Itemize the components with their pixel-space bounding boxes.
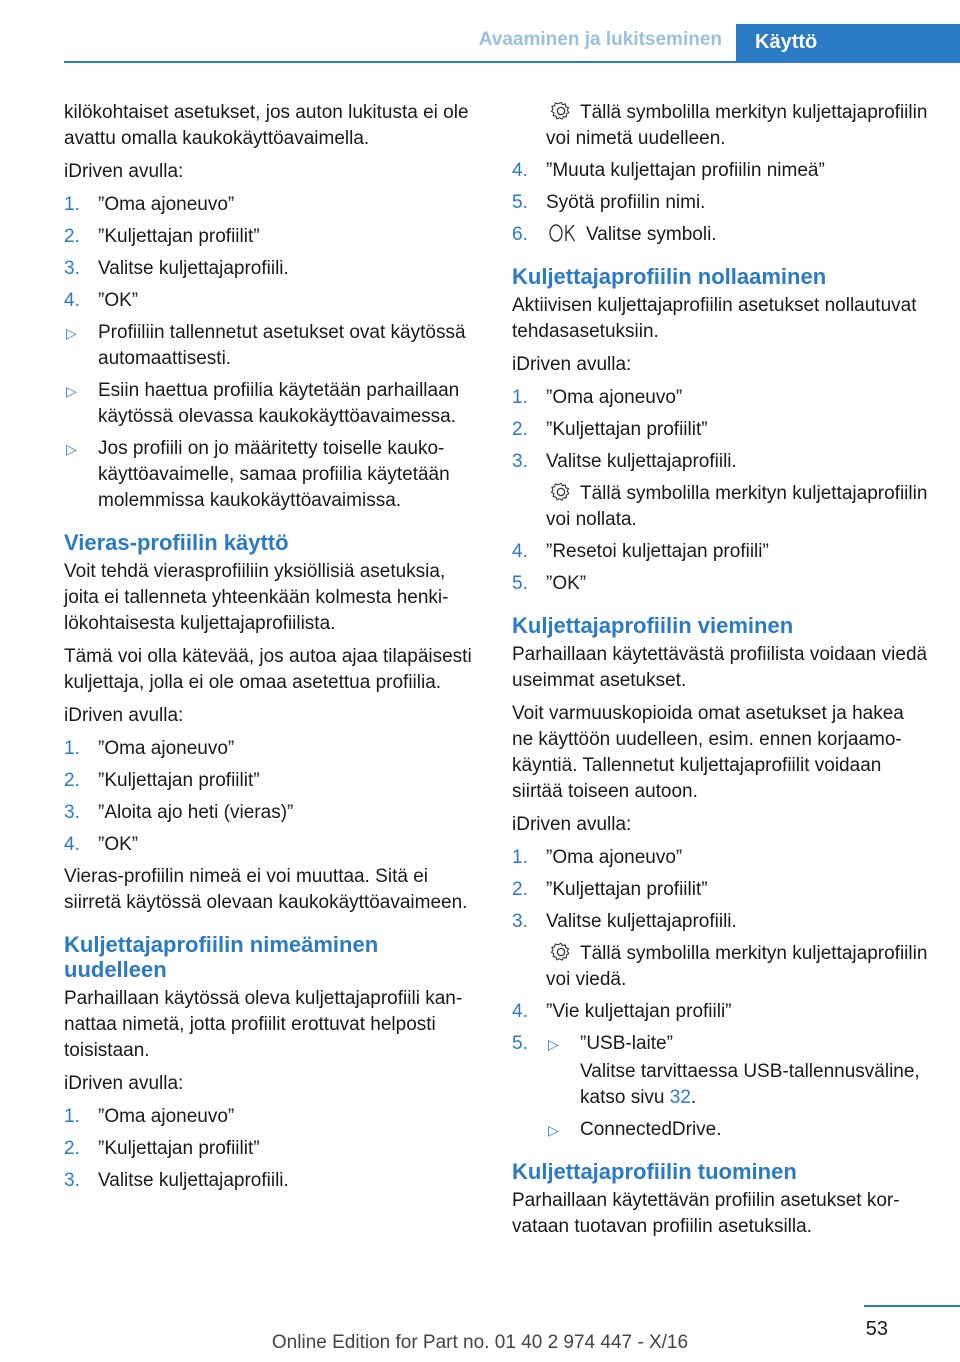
step-number: 5. (512, 573, 528, 594)
triangle-bullet-icon (66, 378, 77, 404)
step-text: ”Oma ajoneuvo” (546, 387, 683, 408)
list-item (512, 909, 928, 935)
step-text: ”Kuljettajan profiilit” (98, 226, 260, 247)
step-number: 2. (64, 226, 80, 247)
triangle-bullet-icon (66, 436, 77, 462)
page-number-rule (864, 1305, 960, 1307)
bullet-text: Profiiliin tallennetut asetukset ovat käytössä automaattisesti. (98, 322, 466, 369)
list-item (512, 539, 928, 565)
bullet-list (64, 320, 480, 514)
step-number: 3. (512, 451, 528, 472)
step-number: 2. (512, 879, 528, 900)
list-item (64, 436, 480, 514)
list-item (512, 999, 928, 1025)
step-text: Valitse kuljettajaprofiili. (98, 1170, 289, 1191)
step-number: 4. (512, 541, 528, 562)
steps-list (64, 192, 480, 314)
list-item (64, 768, 480, 794)
section-heading-rename: Kuljettajaprofiilin nimeäminen uudelleen (64, 932, 379, 982)
step-text: Valitse symboli. (586, 224, 717, 245)
step-text: ”Resetoi kuljettajan profiili” (546, 541, 769, 562)
list-item (64, 378, 480, 430)
steps-list (512, 539, 928, 597)
list-item (512, 385, 928, 411)
step-number: 2. (512, 419, 528, 440)
steps-list (64, 736, 480, 858)
export-target-list (546, 1031, 928, 1143)
step-text: ”OK” (98, 834, 139, 855)
import-paragraph: Parhaillaan käytettävän profiilin asetukset korvataan tuotavan profiilin asetuksilla. (512, 1190, 900, 1237)
guest-paragraph: Tämä voi olla kätevää, jos autoa ajaa tilapäisesti kuljettaja, jolla ei ole omaa asetettua profiilia. (64, 646, 472, 693)
step-text: Valitse kuljettajaprofiili. (98, 258, 289, 279)
step-number: 3. (64, 1170, 80, 1191)
list-item (64, 320, 480, 372)
list-item (512, 158, 928, 184)
list-item (512, 449, 928, 475)
step-text: ”Oma ajoneuvo” (546, 847, 683, 868)
list-item (512, 1031, 928, 1143)
step-number: 1. (512, 847, 528, 868)
list-item (64, 1168, 480, 1194)
list-item (64, 256, 480, 282)
export-paragraph: Voit varmuuskopioida omat asetukset ja hakea ne käyttöön uudelleen, esim. ennen korjaamokäyntiä. Tallennetut kuljettajaprofiilit voidaan siirtää toiseen autoon. (512, 703, 904, 802)
section-heading-import: Kuljettajaprofiilin tuominen (512, 1159, 797, 1184)
step-text: ”Vie kuljettajan profiili” (546, 1001, 732, 1022)
step-text: ”Kuljettajan profiilit” (98, 1138, 260, 1159)
guest-paragraph: Voit tehdä vierasprofiiliin yksiöllisiä asetuksia, joita ei tallenneta yhteenkään kolmesta henkilökohtaisesta kuljettajaprofiilista. (64, 561, 449, 634)
step-text: ”Oma ajoneuvo” (98, 194, 235, 215)
step-text: ”Oma ajoneuvo” (98, 738, 235, 759)
intro-text: kilökohtaiset asetukset, jos auton lukitusta ei ole avattu omalla kaukokäyttöavaimella. (64, 102, 469, 149)
step-text: ”Aloita ajo heti (vieras)” (98, 802, 294, 823)
list-item (64, 800, 480, 826)
list-item (64, 224, 480, 250)
footer-edition: Online Edition for Part no. 01 40 2 974 447 - X/16 (271, 1332, 689, 1353)
bullet-text: Jos profiili on jo määritetty toiselle kaukokäyttöavaimelle, samaa profiilia käytetään molemmissa kaukokäyttöavaimissa. (98, 438, 450, 511)
step-number: 2. (64, 770, 80, 791)
list-item (512, 877, 928, 903)
triangle-bullet-icon (548, 1117, 559, 1143)
gear-icon (550, 100, 572, 122)
bullet-text: ”USB-laite” (580, 1033, 673, 1054)
list-item (512, 222, 928, 248)
step-number: 4. (64, 834, 80, 855)
triangle-bullet-icon (548, 1031, 559, 1057)
page-number: 53 (865, 1318, 888, 1340)
left-column (64, 100, 480, 1200)
list-item (64, 832, 480, 858)
export-paragraph: Parhaillaan käytettävästä profiilista voidaan viedä useimmat asetukset. (512, 644, 928, 691)
list-item (512, 417, 928, 443)
header-chapter-tab: Käyttö (736, 24, 960, 62)
header-section-title: Avaaminen ja lukitseminen (478, 29, 722, 50)
step-text: ”OK” (546, 573, 587, 594)
step-number: 1. (512, 387, 528, 408)
usb-instruction: Valitse tarvittaessa USB-tallennusväline, katso sivu 32. (580, 1061, 920, 1108)
page-link[interactable]: 32 (669, 1087, 691, 1108)
step-number: 1. (64, 1106, 80, 1127)
list-item (512, 845, 928, 871)
list-item (546, 1117, 928, 1143)
section-heading-guest: Vieras-profiilin käyttö (64, 530, 289, 555)
step-number: 4. (512, 1001, 528, 1022)
reset-paragraph: Aktiivisen kuljettajaprofiilin asetukset nollautuvat tehdasasetuksiin. (512, 295, 917, 342)
step-text: Valitse kuljettajaprofiili. (546, 911, 737, 932)
list-item (512, 190, 928, 216)
bullet-text: Esiin haettua profiilia käytetään parhaillaan käytössä olevassa kaukokäyttöavaimessa. (98, 380, 460, 427)
step-text: ”Kuljettajan profiilit” (98, 770, 260, 791)
list-item (64, 736, 480, 762)
step-text: Syötä profiilin nimi. (546, 192, 706, 213)
step-number: 5. (512, 1033, 528, 1054)
idrive-label: iDriven avulla: (512, 354, 632, 375)
list-item (512, 571, 928, 597)
step-text: ”OK” (98, 290, 139, 311)
guest-paragraph: Vieras-profiilin nimeä ei voi muuttaa. Sitä ei siirretä käytössä olevaan kaukokäyttöavaimeen. (64, 866, 468, 913)
step-number: 3. (512, 911, 528, 932)
right-column (512, 100, 928, 1247)
step-text: Valitse kuljettajaprofiili. (546, 451, 737, 472)
rename-symbol-note: Tällä symbolilla merkityn kuljettajaprofiilin voi nimetä uudelleen. (546, 102, 928, 149)
step-number: 4. (64, 290, 80, 311)
section-heading-export: Kuljettajaprofiilin vieminen (512, 613, 794, 638)
step-number: 1. (64, 194, 80, 215)
step-number: 5. (512, 192, 528, 213)
list-item (64, 192, 480, 218)
steps-list (512, 999, 928, 1143)
export-symbol-note: Tällä symbolilla merkityn kuljettajaprofiilin voi viedä. (546, 943, 928, 990)
idrive-label: iDriven avulla: (64, 705, 184, 726)
step-text: ”Oma ajoneuvo” (98, 1106, 235, 1127)
rename-paragraph: Parhaillaan käytössä oleva kuljettajaprofiili kannattaa nimetä, jotta profiilit erottuvat helposti toisistaan. (64, 988, 463, 1061)
step-number: 6. (512, 224, 528, 245)
step-text: ”Muuta kuljettajan profiilin nimeä” (546, 160, 825, 181)
steps-list (512, 158, 928, 248)
list-item (64, 1136, 480, 1162)
step-number: 1. (64, 738, 80, 759)
idrive-label: iDriven avulla: (64, 161, 184, 182)
page-header (0, 24, 960, 62)
ok-icon (548, 223, 578, 243)
steps-list (512, 385, 928, 475)
reset-symbol-note: Tällä symbolilla merkityn kuljettajaprofiilin voi nollata. (546, 483, 928, 530)
step-number: 2. (64, 1138, 80, 1159)
steps-list (512, 845, 928, 935)
step-number: 3. (64, 258, 80, 279)
triangle-bullet-icon (66, 320, 77, 346)
section-heading-reset: Kuljettajaprofiilin nollaaminen (512, 264, 827, 289)
idrive-label: iDriven avulla: (512, 814, 632, 835)
gear-icon (550, 481, 572, 503)
bullet-text: ConnectedDrive. (580, 1119, 722, 1140)
list-item (64, 288, 480, 314)
list-item (546, 1031, 928, 1111)
step-number: 3. (64, 802, 80, 823)
list-item (64, 1104, 480, 1130)
step-text: ”Kuljettajan profiilit” (546, 879, 708, 900)
idrive-label: iDriven avulla: (64, 1073, 184, 1094)
step-number: 4. (512, 160, 528, 181)
steps-list (64, 1104, 480, 1194)
gear-icon (550, 941, 572, 963)
step-text: ”Kuljettajan profiilit” (546, 419, 708, 440)
